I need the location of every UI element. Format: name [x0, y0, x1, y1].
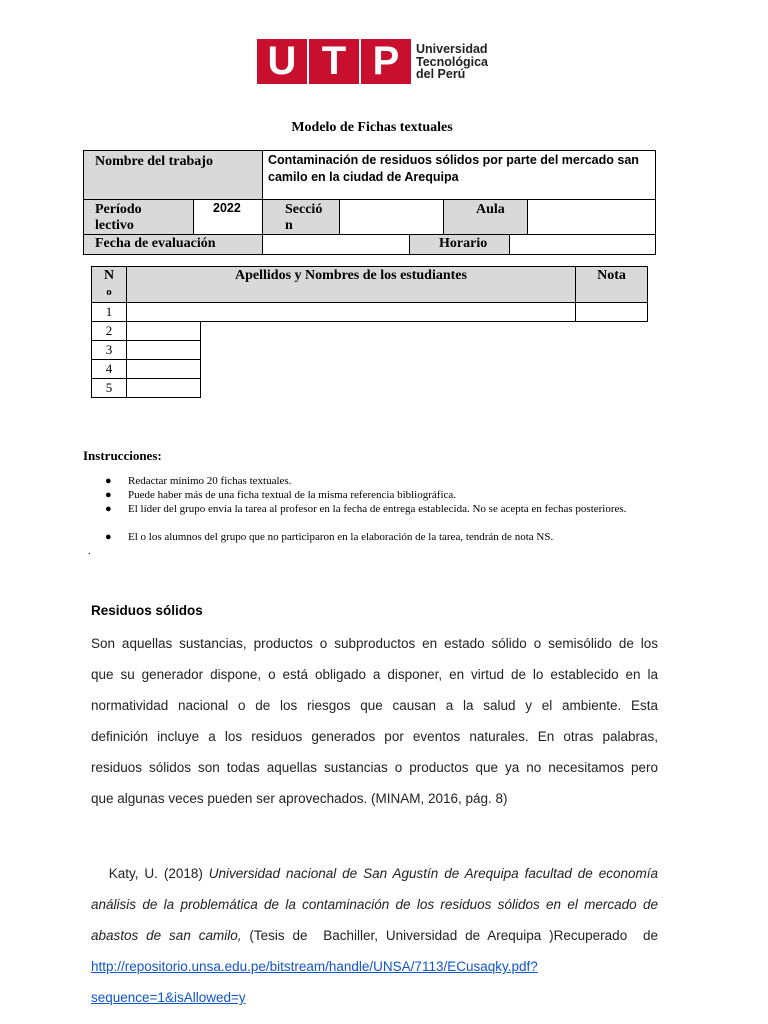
table-row-number: 2	[91, 321, 127, 341]
instructions-heading: Instrucciones:	[83, 448, 162, 463]
student-name-cell[interactable]	[126, 321, 201, 341]
periodo-value: 2022	[213, 201, 241, 215]
reference-line	[91, 897, 658, 913]
reference-title: abastos de san camilo,	[91, 928, 242, 943]
student-name-cell[interactable]	[126, 378, 201, 398]
periodo-label-cell	[83, 199, 194, 235]
nombre-value-line: Contaminación de residuos sólidos por parte del mercado san	[268, 153, 639, 167]
aula-label: Aula	[476, 202, 505, 217]
students-header-nota	[575, 266, 648, 303]
nombre-label-cell	[83, 150, 263, 200]
trailing-dot: .	[88, 545, 91, 557]
reference-source: (Tesis de Bachiller, Universidad de Arequipa )Recuperado de	[241, 928, 658, 943]
periodo-label-line: lectivo	[95, 218, 134, 233]
table-row-number: 3	[91, 340, 127, 360]
table-row-number: 4	[91, 359, 127, 379]
periodo-value-cell[interactable]	[193, 199, 263, 235]
fecha-label-cell	[83, 234, 263, 255]
paragraph-line: que algunas veces pueden ser aprovechados. (MINAM, 2016, pág. 8)	[91, 791, 508, 806]
university-name-line: Universidad	[416, 42, 488, 56]
bullet-icon: ●	[105, 475, 112, 487]
instruction-item: Redactar mínimo 20 fichas textuales.	[128, 475, 292, 487]
bullet-icon: ●	[105, 503, 112, 515]
horario-label-cell	[409, 234, 510, 255]
reference-link[interactable]	[91, 959, 658, 975]
reference-authors: Katy, U. (2018)	[91, 866, 209, 881]
reference-title: Universidad nacional de San Agustín de Arequipa facultad de economía	[208, 866, 658, 881]
header-names-label: Apellidos y Nombres de los estudiantes	[235, 268, 467, 283]
page-title: Modelo de Fichas textuales	[291, 120, 453, 135]
reference-line	[91, 928, 658, 944]
seccion-label-line: n	[285, 218, 293, 233]
header-no-line: o	[106, 286, 112, 298]
paragraph-line: residuos sólidos son todas aquellas sustancias o productos que ya no necesitamos pero	[91, 760, 658, 775]
nombre-value-line: camilo en la ciudad de Arequipa	[268, 170, 459, 184]
periodo-label-line: Período	[95, 202, 142, 217]
instruction-item: Puede haber más de una ficha textual de la misma referencia bibliográfica.	[128, 489, 457, 501]
university-name-line: del Perú	[416, 67, 466, 81]
reference-link-text[interactable]: sequence=1&isAllowed=y	[91, 990, 246, 1005]
paragraph-line: Son aquellas sustancias, productos o subproductos en estado sólido o semisólido de los	[91, 636, 658, 651]
seccion-value-cell[interactable]	[339, 199, 444, 235]
table-row-number: 1	[91, 302, 127, 322]
header-nota-label: Nota	[597, 268, 626, 283]
seccion-label-line: Secció	[285, 202, 323, 217]
logo-letter-t: T	[309, 39, 359, 84]
instruction-item: El líder del grupo envía la tarea al profesor en la fecha de entrega establecida. No se acepta en fechas posteriores.	[128, 503, 627, 515]
reference-line	[91, 866, 658, 882]
nombre-label: Nombre del trabajo	[95, 154, 213, 169]
seccion-label-cell	[262, 199, 340, 235]
horario-value-cell[interactable]	[509, 234, 656, 255]
student-name-cell[interactable]	[126, 359, 201, 379]
logo-letter-u: U	[257, 39, 307, 84]
logo-letter-p: P	[361, 39, 411, 84]
paragraph-line: definición incluye a los residuos generados por eventos naturales. En otras palabras,	[91, 729, 658, 744]
university-name	[416, 43, 488, 81]
section-heading: Residuos sólidos	[91, 603, 203, 618]
horario-label: Horario	[439, 236, 488, 251]
student-nota-cell[interactable]	[575, 302, 648, 322]
table-row-number: 5	[91, 378, 127, 398]
paragraph-line: que su generador dispone, o está obligado a disponer, en virtud de lo establecido en la	[91, 667, 658, 682]
header-no-line: N	[103, 268, 115, 283]
reference-title: análisis de la problemática de la contaminación de los residuos sólidos en el mercado de	[91, 897, 658, 912]
fecha-label: Fecha de evaluación	[95, 236, 216, 251]
students-header-names	[126, 266, 576, 303]
bullet-icon: ●	[105, 489, 112, 501]
university-name-line: Tecnológica	[416, 54, 489, 69]
aula-value-cell[interactable]	[527, 199, 656, 235]
instruction-item: El o los alumnos del grupo que no participaron en la elaboración de la tarea, tendrán de nota NS.	[128, 531, 554, 543]
fecha-value-cell[interactable]	[262, 234, 410, 255]
paragraph-line: normatividad nacional o de los riesgos que causan a la salud y el ambiente. Esta	[91, 698, 658, 713]
bullet-icon: ●	[105, 531, 112, 543]
student-name-cell[interactable]	[126, 302, 576, 322]
reference-link[interactable]	[91, 990, 658, 1006]
reference-link-text[interactable]: http://repositorio.unsa.edu.pe/bitstream/handle/UNSA/7113/ECusaqky.pdf?	[91, 959, 538, 974]
aula-label-cell	[443, 199, 528, 235]
students-header-no	[91, 266, 127, 303]
nombre-value-cell[interactable]	[262, 150, 656, 200]
student-name-cell[interactable]	[126, 340, 201, 360]
